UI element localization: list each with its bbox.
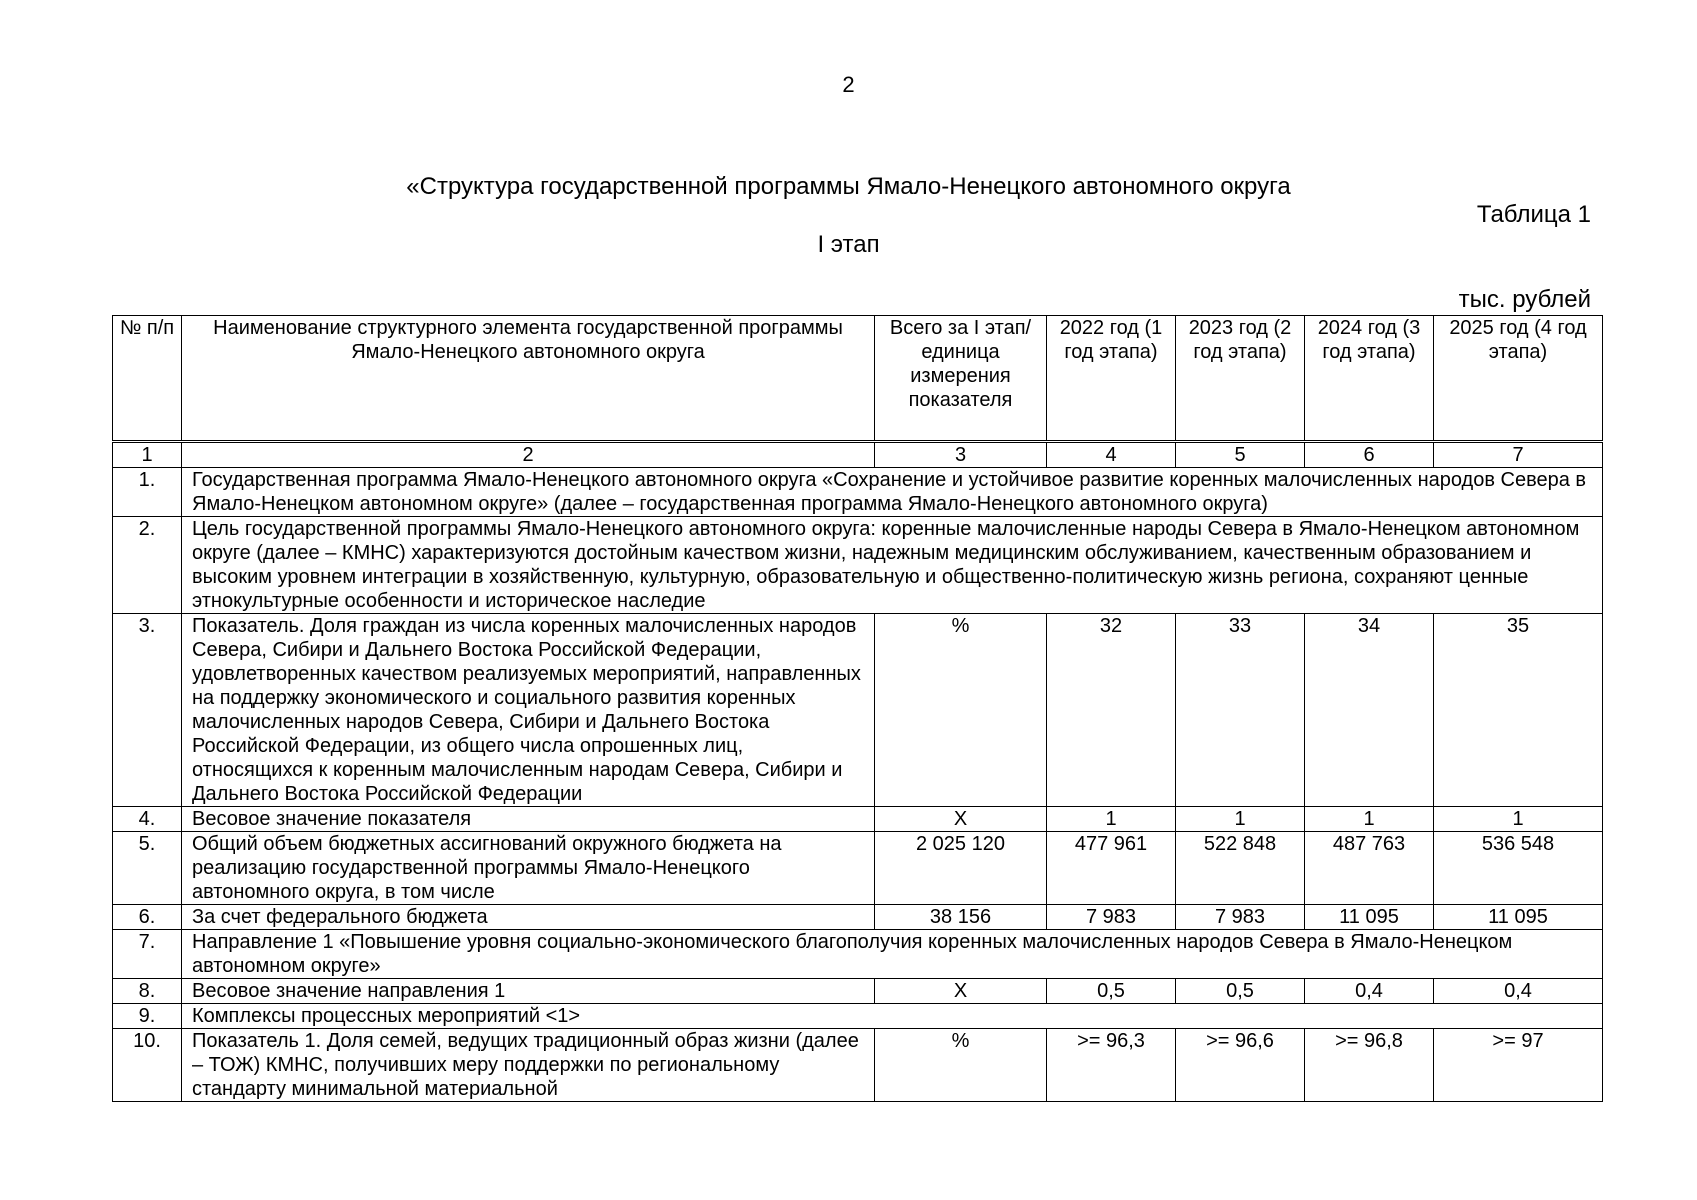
- row-2022: 32: [1047, 614, 1176, 807]
- row-2024: 34: [1305, 614, 1434, 807]
- row-total: 38 156: [875, 905, 1047, 930]
- row-total: 2 025 120: [875, 832, 1047, 905]
- table-row: [113, 517, 1603, 614]
- row-2023: 0,5: [1176, 979, 1305, 1004]
- row-number: 1.: [113, 468, 182, 517]
- column-number: 4: [1047, 442, 1176, 468]
- row-name: Показатель. Доля граждан из числа коренных малочисленных народов Севера, Сибири и Дальнего Востока Российской Федерации, удовлетворенных качеством реализуемых мероприятий, направленных на поддержку экономического и социального развития коренных малочисленных народов Севера, Сибири и Дальнего Востока Российской Федерации, из общего числа опрошенных лиц, относящихся к коренным малочисленным народам Севера, Сибири и Дальнего Востока Российской Федерации: [182, 614, 875, 807]
- row-name: Государственная программа Ямало-Ненецкого автономного округа «Сохранение и устойчивое развитие коренных малочисленных народов Севера в Ямало-Ненецком автономном округе» (далее – государственная программа Ямало-Ненецкого автономного округа): [182, 468, 1603, 517]
- table-row: [113, 832, 1603, 905]
- row-number: 4.: [113, 807, 182, 832]
- row-name: Показатель 1. Доля семей, ведущих традиционный образ жизни (далее – ТОЖ) КМНС, получивших меру поддержки по региональному стандарту минимальной материальной: [182, 1029, 875, 1102]
- stage-heading: I этап: [817, 231, 880, 258]
- page-number: 2: [842, 72, 855, 97]
- row-total: Х: [875, 807, 1047, 832]
- row-name: Общий объем бюджетных ассигнований окружного бюджета на реализацию государственной программы Ямало-Ненецкого автономного округа, в том числе: [182, 832, 875, 905]
- row-total: Х: [875, 979, 1047, 1004]
- table-row: [113, 905, 1603, 930]
- header-name: Наименование структурного элемента государственной программы Ямало-Ненецкого автономного округа: [182, 316, 875, 442]
- table-row: [113, 1029, 1603, 1102]
- row-name: Весовое значение показателя: [182, 807, 875, 832]
- row-2025: 0,4: [1434, 979, 1603, 1004]
- row-number: 5.: [113, 832, 182, 905]
- row-2024: >= 96,8: [1305, 1029, 1434, 1102]
- row-name: Комплексы процессных мероприятий <1>: [182, 1004, 1603, 1029]
- row-2024: 1: [1305, 807, 1434, 832]
- header-row: [113, 316, 1603, 442]
- column-number: 2: [182, 442, 875, 468]
- header-2023: 2023 год (2 год этапа): [1176, 316, 1305, 442]
- table-row: [113, 979, 1603, 1004]
- row-2023: 1: [1176, 807, 1305, 832]
- row-2025: >= 97: [1434, 1029, 1603, 1102]
- header-total: Всего за I этап/ единица измерения показателя: [875, 316, 1047, 442]
- column-number-row: [113, 442, 1603, 468]
- row-number: 3.: [113, 614, 182, 807]
- row-2022: 477 961: [1047, 832, 1176, 905]
- table-row: [113, 1004, 1603, 1029]
- header-number: № п/п: [113, 316, 182, 442]
- row-2025: 35: [1434, 614, 1603, 807]
- table-row: [113, 807, 1603, 832]
- column-number: 5: [1176, 442, 1305, 468]
- row-2022: 7 983: [1047, 905, 1176, 930]
- row-total: %: [875, 614, 1047, 807]
- row-number: 10.: [113, 1029, 182, 1102]
- column-number: 3: [875, 442, 1047, 468]
- row-total: %: [875, 1029, 1047, 1102]
- row-name: За счет федерального бюджета: [182, 905, 875, 930]
- row-number: 7.: [113, 930, 182, 979]
- row-2025: 1: [1434, 807, 1603, 832]
- row-2024: 0,4: [1305, 979, 1434, 1004]
- units-label: тыс. рублей: [1458, 286, 1591, 313]
- header-2025: 2025 год (4 год этапа): [1434, 316, 1603, 442]
- row-number: 6.: [113, 905, 182, 930]
- column-number: 7: [1434, 442, 1603, 468]
- row-2024: 487 763: [1305, 832, 1434, 905]
- row-2025: 11 095: [1434, 905, 1603, 930]
- program-structure-table: [112, 315, 1603, 1102]
- row-name: Цель государственной программы Ямало-Ненецкого автономного округа: коренные малочисленные народы Севера в Ямало-Ненецком автономном округе (далее – КМНС) характеризуются достойным качеством жизни, надежным медицинским обслуживанием, качественным образованием и высоким уровнем интеграции в хозяйственную, культурную, образовательную и общественно-политическую жизнь региона, сохраняют ценные этнокультурные особенности и историческое наследие: [182, 517, 1603, 614]
- row-2023: 522 848: [1176, 832, 1305, 905]
- row-2024: 11 095: [1305, 905, 1434, 930]
- row-name: Весовое значение направления 1: [182, 979, 875, 1004]
- document-title: «Структура государственной программы Ямало-Ненецкого автономного округа: [406, 173, 1291, 200]
- row-2025: 536 548: [1434, 832, 1603, 905]
- row-name: Направление 1 «Повышение уровня социально-экономического благополучия коренных малочисленных народов Севера в Ямало-Ненецком автономном округе»: [182, 930, 1603, 979]
- row-2022: 0,5: [1047, 979, 1176, 1004]
- row-2022: 1: [1047, 807, 1176, 832]
- table-row: [113, 468, 1603, 517]
- header-2022: 2022 год (1 год этапа): [1047, 316, 1176, 442]
- row-number: 2.: [113, 517, 182, 614]
- row-2023: >= 96,6: [1176, 1029, 1305, 1102]
- row-2023: 7 983: [1176, 905, 1305, 930]
- column-number: 1: [113, 442, 182, 468]
- table-row: [113, 930, 1603, 979]
- column-number: 6: [1305, 442, 1434, 468]
- table-label: Таблица 1: [1476, 201, 1591, 228]
- row-2023: 33: [1176, 614, 1305, 807]
- row-number: 9.: [113, 1004, 182, 1029]
- table-row: [113, 614, 1603, 807]
- row-number: 8.: [113, 979, 182, 1004]
- header-2024: 2024 год (3 год этапа): [1305, 316, 1434, 442]
- row-2022: >= 96,3: [1047, 1029, 1176, 1102]
